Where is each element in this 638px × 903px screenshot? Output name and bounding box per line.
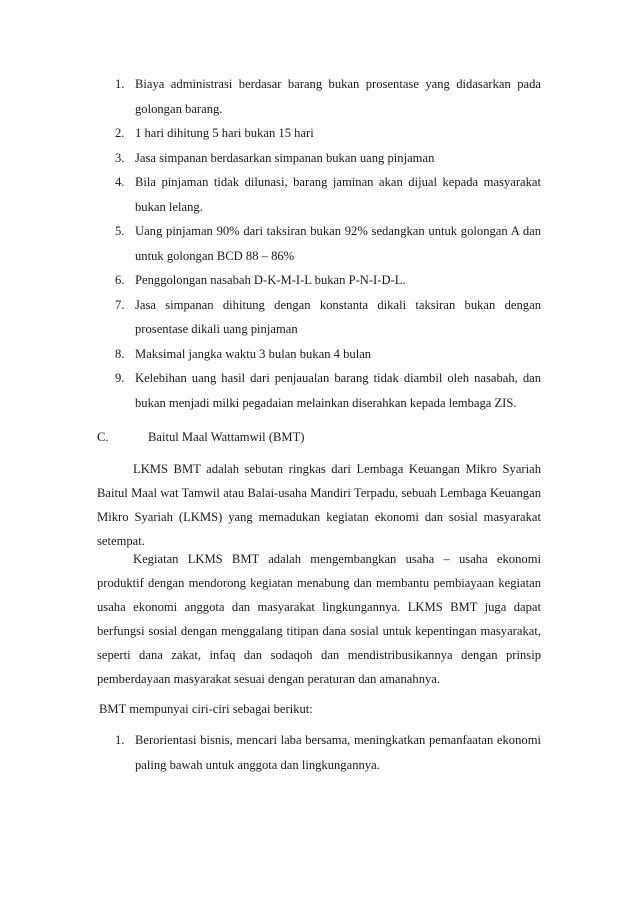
list-item-number: 1. (115, 733, 125, 747)
list-item-number: 2. (115, 126, 125, 140)
list-item (0, 146, 638, 171)
list-item (0, 293, 638, 342)
list-item (0, 170, 638, 219)
list-item-text: Bila pinjaman tidak dilunasi, barang jaminan akan dijual kepada masyarakat bukan lelang. (135, 175, 541, 214)
list-item (0, 219, 638, 268)
list-item-number: 9. (115, 371, 125, 385)
list-item (0, 342, 638, 367)
numbered-list (0, 728, 638, 777)
list-item-number: 1. (115, 77, 125, 91)
list-item-text: Berorientasi bisnis, mencari laba bersama, meningkatkan pemanfaatan ekonomi paling bawah untuk anggota dan lingkungannya. (135, 733, 541, 772)
list-item-text: Uang pinjaman 90% dari taksiran bukan 92% sedangkan untuk golongan A dan untuk golongan BCD 88 – 86% (135, 224, 541, 263)
list-item-number: 5. (115, 224, 125, 238)
list-item-number: 6. (115, 273, 125, 287)
list-item-text: Jasa simpanan berdasarkan simpanan bukan uang pinjaman (135, 150, 435, 165)
list-item-text: Kelebihan uang hasil dari penjaualan barang tidak diambil oleh nasabah, dan bukan menjadi milki pegadaian melainkan diserahkan kepada lembaga ZIS. (135, 371, 541, 410)
list-item (0, 366, 638, 415)
list-item (0, 268, 638, 293)
section-title: Baitul Maal Wattamwil (BMT) (148, 430, 305, 444)
list-item-number: 8. (115, 346, 125, 361)
numbered-list (0, 72, 638, 415)
section-letter: C. (97, 430, 109, 444)
paragraph: Kegiatan LKMS BMT adalah mengembangkan usaha – usaha ekonomi produktif dengan mendorong kegiatan menabung dan membantu pembiayaan kegiatan usaha ekonomi anggota dan masyarakat lingkungannya. LKMS BMT juga dapat berfungsi sosial dengan menggalang titipan dana sosial untuk kepentingan masyarakat, seperti dana zakat, infaq dan sodaqoh dan mendistribusikannya dengan prinsip pemberdayaan masyarakat sesuai dengan peraturan dan amanahnya. (97, 552, 541, 686)
list-item-text: Jasa simpanan dihitung dengan konstanta dikali taksiran bukan dengan prosentase dikali uang pinjaman (135, 297, 541, 336)
list-intro: BMT mempunyai ciri-ciri sebagai berikut: (99, 702, 313, 716)
paragraph: LKMS BMT adalah sebutan ringkas dari Lembaga Keuangan Mikro Syariah Baitul Maal wat Tamwil atau Balai-usaha Mandiri Terpadu, sebuah Lembaga Keuangan Mikro Syariah (LKMS) yang memadukan kegiatan ekonomi dan sosial masyarakat setempat. (97, 462, 541, 548)
list-item (0, 72, 638, 121)
list-item-text: Penggolongan nasabah D-K-M-I-L bukan P-N-I-D-L. (135, 273, 406, 287)
list-item-number: 7. (115, 297, 125, 312)
list-item-text: Biaya administrasi berdasar barang bukan prosentase yang didasarkan pada golongan barang. (135, 77, 541, 116)
list-item-number: 4. (115, 175, 125, 189)
list-item-text: 1 hari dihitung 5 hari bukan 15 hari (135, 126, 314, 140)
list-item (0, 121, 638, 146)
list-item-number: 3. (115, 150, 125, 165)
list-item (0, 728, 638, 777)
list-item-text: Maksimal jangka waktu 3 bulan bukan 4 bulan (135, 346, 372, 361)
